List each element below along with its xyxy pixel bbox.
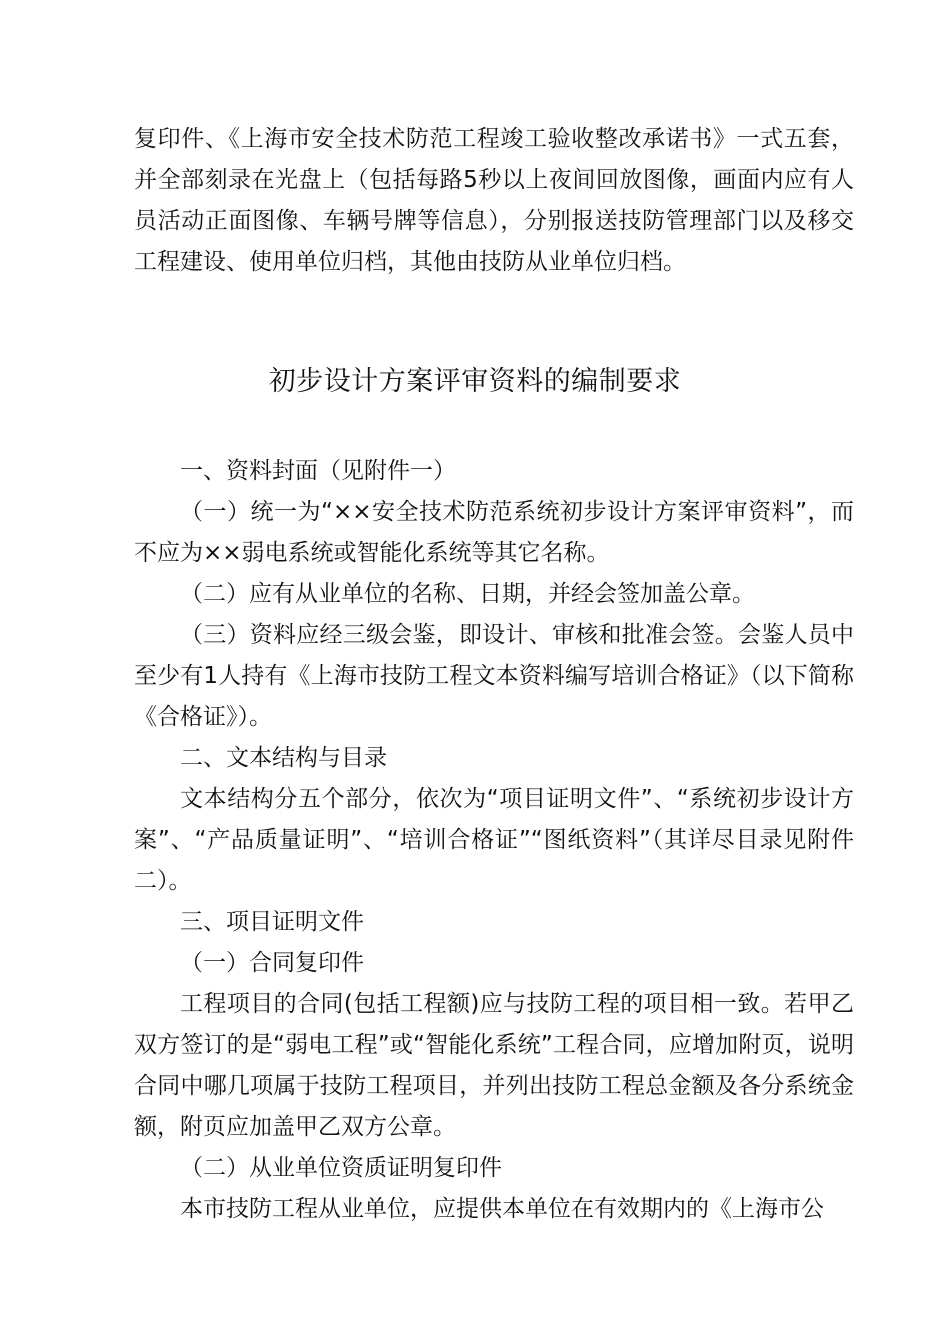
paragraph-contract: 工程项目的合同(包括工程额)应与技防工程的项目相一致。若甲乙双方签订的是“弱电工程”或“智能化系统”工程合同，应增加附页，说明合同中哪几项属于技防工程项目，并列出技防工程总金额及各分系统金额，附页应加盖甲乙双方公章。 [134,991,854,1140]
paragraph-cover-3: （三）资料应经三级会鉴，即设计、审核和批准会签。会鉴人员中至少有1人持有《上海市技防工程文本资料编写培训合格证》（以下简称《合格证》）。 [134,622,854,730]
heading-cover: 一、资料封面（见附件一） [180,458,456,484]
paragraph-cover-1: （一）统一为“××安全技术防范系统初步设计方案评审资料”，而不应为××弱电系统或智能化系统等其它名称。 [134,499,854,566]
intro-block [134,119,854,283]
body-block [134,451,854,1230]
paragraph-structure: 文本结构分五个部分，依次为“项目证明文件”、“系统初步设计方案”、“产品质量证明”、“培训合格证”“图纸资料”（其详尽目录见附件二）。 [134,786,854,894]
heading-structure: 二、文本结构与目录 [180,745,387,771]
subheading-qualification: （二）从业单位资质证明复印件 [180,1155,502,1181]
subheading-contract: （一）合同复印件 [180,950,364,976]
section-title: 初步设计方案评审资料的编制要求 [268,366,682,397]
heading-proof: 三、项目证明文件 [180,909,364,935]
paragraph-cover-2: （二）应有从业单位的名称、日期，并经会签加盖公章。 [180,581,755,607]
paragraph-qualification: 本市技防工程从业单位，应提供本单位在有效期内的《上海市公 [180,1196,824,1222]
intro-paragraph: 复印件、《上海市安全技术防范工程竣工验收整改承诺书》一式五套，并全部刻录在光盘上（包括每路5秒以上夜间回放图像，画面内应有人员活动正面图像、车辆号牌等信息），分别报送技防管理部门以及移交工程建设、使用单位归档，其他由技防从业单位归档。 [134,126,854,275]
